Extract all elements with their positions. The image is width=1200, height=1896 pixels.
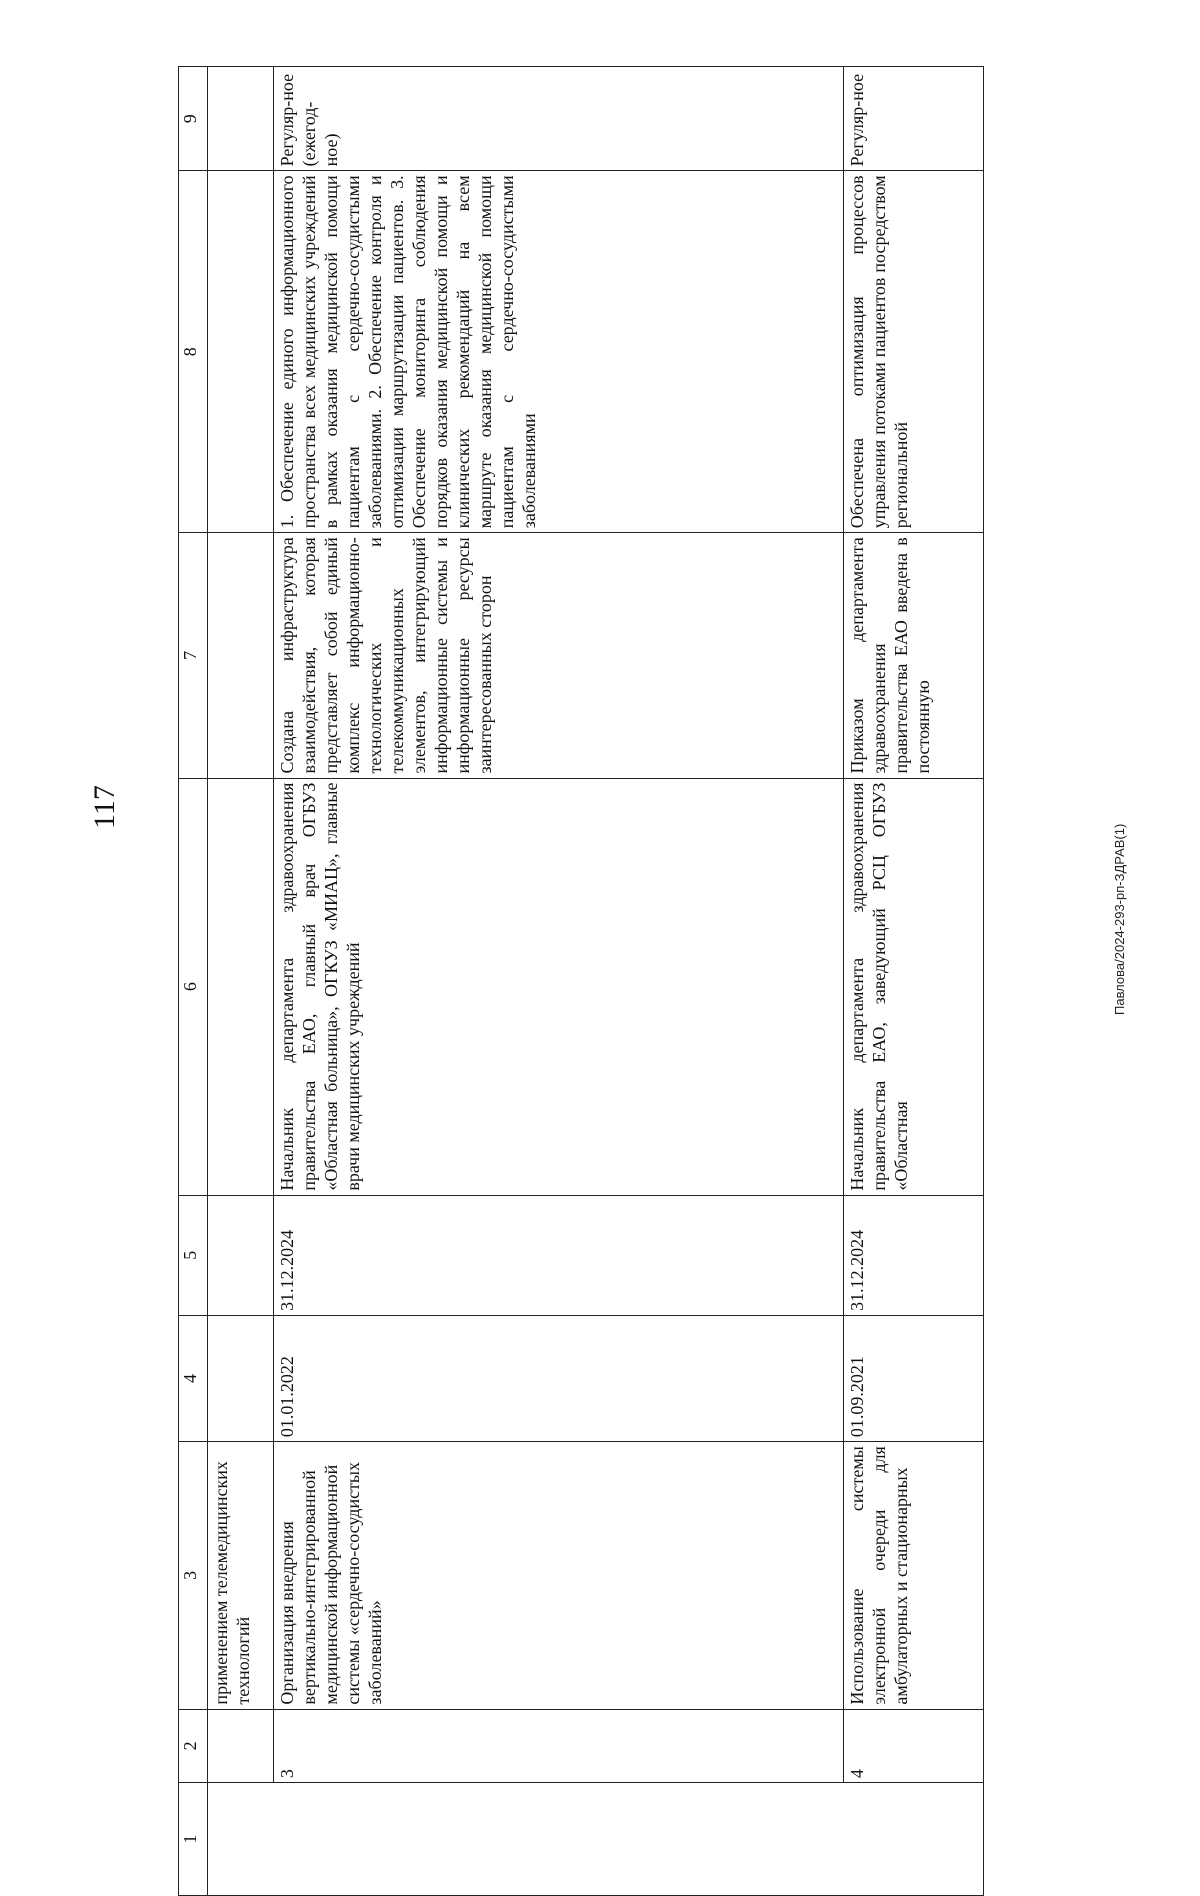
col-number-6: 6 — [179, 778, 208, 1195]
col-number-8: 8 — [179, 171, 208, 533]
table-row — [274, 67, 844, 1896]
cell-indicators: Обеспечена оптимизация процессов управления потоками пациентов посредством региональной — [844, 171, 984, 533]
col-number-9: 9 — [179, 67, 208, 171]
cell-frequency — [208, 67, 274, 171]
cell-frequency: Регуляр-ное (ежегод-ное) — [274, 67, 844, 171]
cell-name: Организация внедрения вертикально-интегрированной медицинской информационной системы «сердечно-сосудистых заболеваний» — [274, 1442, 844, 1709]
cell-result: Создана инфраструктура взаимодействия, которая представляет собой единый комплекс информационно-технологических и телекоммуникационных элементов, интегрирующий информационные системы и информационные ресурсы заинтересованных сторон — [274, 533, 844, 778]
cell-responsible — [208, 778, 274, 1195]
cell-no: 3 — [274, 1709, 844, 1783]
cell-no: 4 — [844, 1709, 984, 1783]
page-number: 117 — [88, 785, 121, 829]
cell-start: 01.09.2021 — [844, 1315, 984, 1441]
table-frame — [178, 66, 1148, 1896]
cell-indicators: 1. Обеспечение единого информационного пространства всех медицинских учреждений в рамках оказания медицинской помощи пациентам с сердечно-сосудистыми заболеваниями. 2. Обеспечение контроля и оптимизации маршрутизации пациентов. 3. Обеспечение мониторинга соблюдения порядков оказания медицинской помощи и клинических рекомендаций на всем маршруте оказания медицинской помощи пациентам с сердечно-сосудистыми заболеваниями — [274, 171, 844, 533]
cell-result — [208, 533, 274, 778]
column-number-row — [179, 67, 208, 1896]
cell-end: 31.12.2024 — [274, 1195, 844, 1315]
cell-start — [208, 1315, 274, 1441]
cell-no — [208, 1709, 274, 1783]
table-row — [844, 67, 984, 1896]
cell-end — [208, 1195, 274, 1315]
cell-start: 01.01.2022 — [274, 1315, 844, 1441]
col-number-3: 3 — [179, 1442, 208, 1709]
table-row — [208, 67, 274, 1896]
section-cell — [208, 1783, 984, 1896]
col-number-4: 4 — [179, 1315, 208, 1441]
cell-end: 31.12.2024 — [844, 1195, 984, 1315]
col-number-1: 1 — [179, 1783, 208, 1896]
cell-responsible: Начальник департамента здравоохранения правительства ЕАО, заведующий РСЦ ОГБУЗ «Областная — [844, 778, 984, 1195]
cell-indicators — [208, 171, 274, 533]
col-number-2: 2 — [179, 1709, 208, 1783]
document-code: Павлова/2024-293-рп-ЗДРАВ(1) — [1112, 823, 1127, 1015]
col-number-7: 7 — [179, 533, 208, 778]
cell-name: применением телемедицинских технологий — [208, 1442, 274, 1709]
cell-name: Использование системы электронной очереди для амбулаторных и стационарных — [844, 1442, 984, 1709]
cell-result: Приказом департамента здравоохранения правительства ЕАО введена в постоянную — [844, 533, 984, 778]
col-number-5: 5 — [179, 1195, 208, 1315]
plan-table — [178, 66, 984, 1896]
cell-responsible: Начальник департамента здравоохранения правительства ЕАО, главный врач ОГБУЗ «Областная больница», ОГКУЗ «МИАЦ», главные врачи медицинских учреждений — [274, 778, 844, 1195]
cell-frequency: Регуляр-ное — [844, 67, 984, 171]
